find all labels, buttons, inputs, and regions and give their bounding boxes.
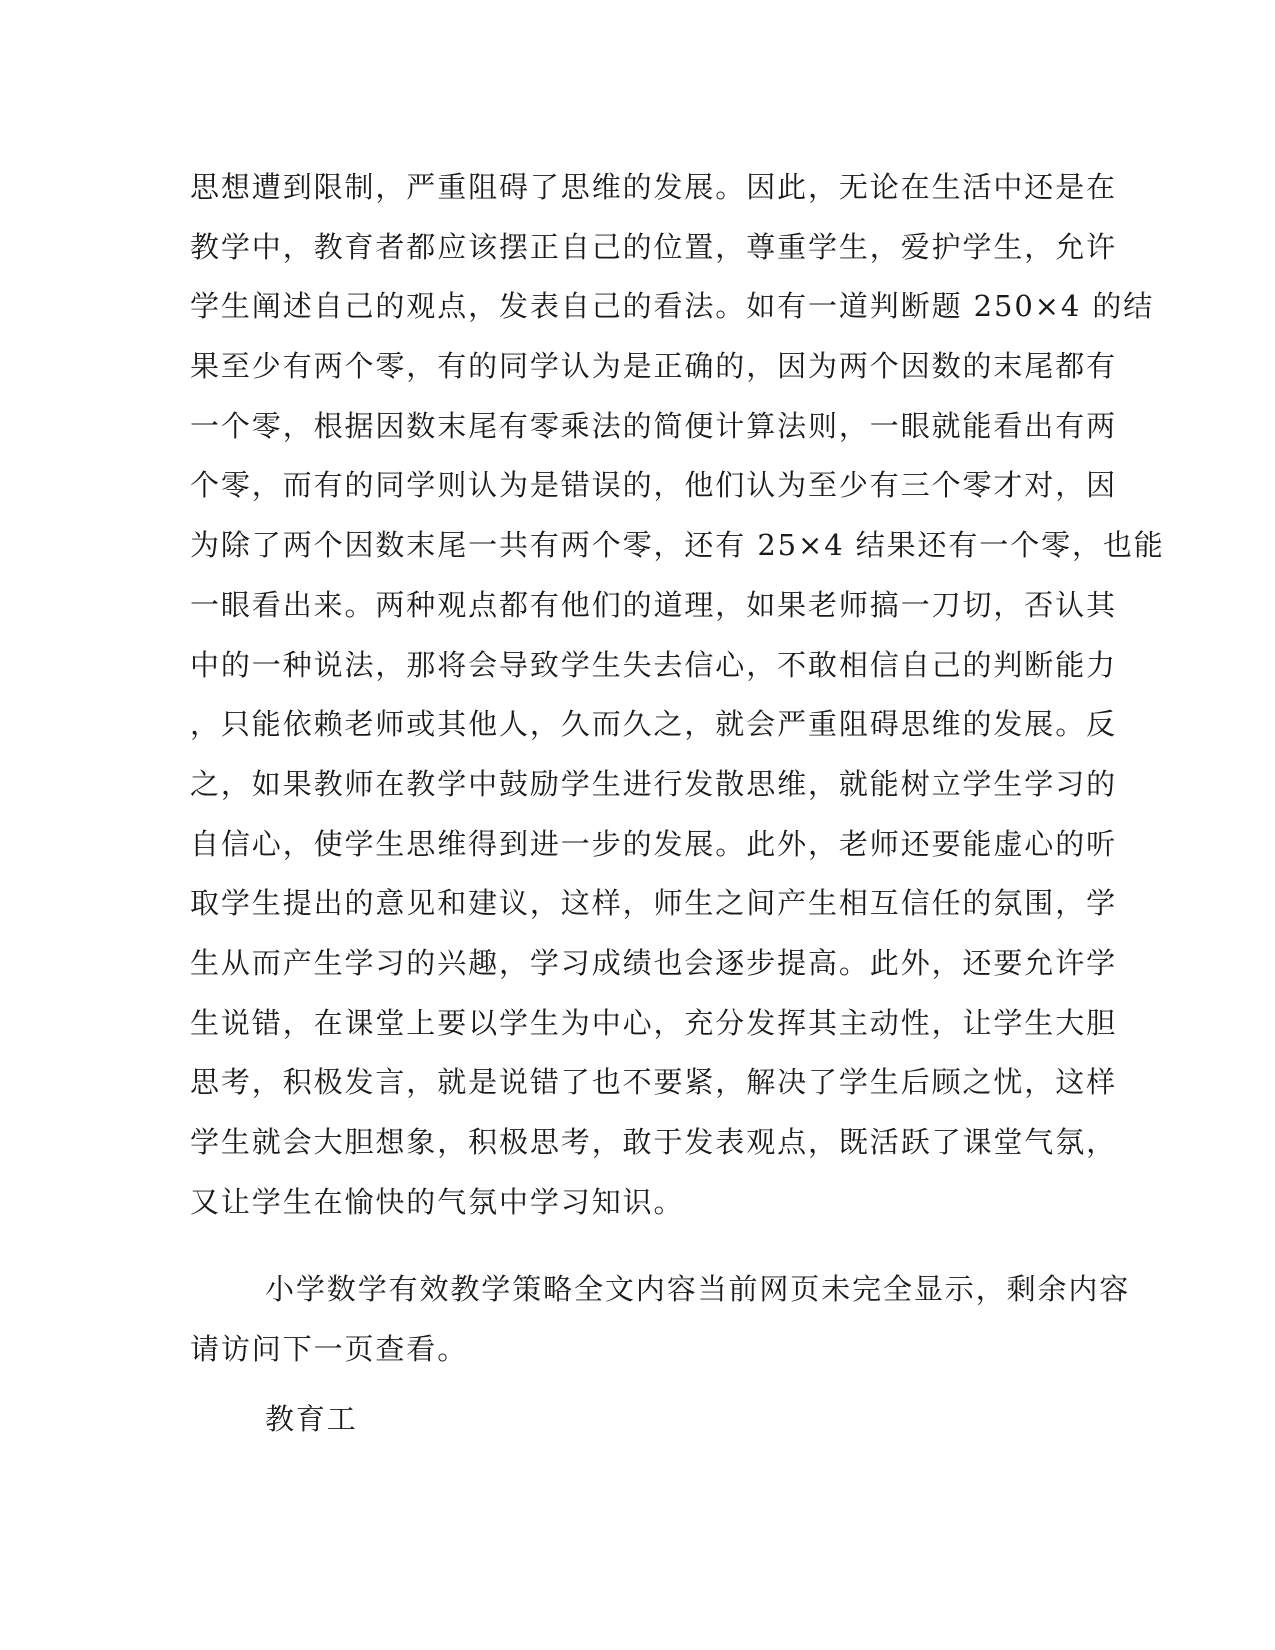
text-line: 自信心，使学生思维得到进一步的发展。此外，老师还要能虚心的听 — [190, 826, 1118, 861]
continuation-notice — [190, 1260, 1131, 1379]
text-line: 请访问下一页查看。 — [190, 1331, 469, 1366]
text-line: ，只能依赖老师或其他人，久而久之，就会严重阻碍思维的发展。反 — [190, 707, 1118, 742]
text-line: 教学中，教育者都应该摆正自己的位置，尊重学生，爱护学生，允许 — [190, 229, 1118, 264]
text-line: 小学数学有效教学策略全文内容当前网页未完全显示，剩余内容 — [265, 1272, 1131, 1306]
text-line: 之，如果教师在教学中鼓励学生进行发散思维，就能树立学生学习的 — [190, 766, 1118, 801]
text-line: 学生就会大胆想象，积极思考，敢于发表观点，既活跃了课堂气氛， — [190, 1125, 1118, 1159]
text-line: 一个零，根据因数末尾有零乘法的简便计算法则，一眼就能看出有两 — [190, 408, 1118, 443]
text-line: 思想遭到限制，严重阻碍了思维的发展。因此，无论在生活中还是在 — [190, 170, 1118, 204]
text-line: 取学生提出的意见和建议，这样，师生之间产生相互信任的氛围，学 — [190, 886, 1118, 921]
text-line: 学生阐述自己的观点，发表自己的看法。如有一道判断题 250×4 的结 — [190, 289, 1155, 324]
text-line: 为除了两个因数末尾一共有两个零，还有 25×4 结果还有一个零，也能 — [190, 528, 1165, 563]
body-paragraph — [190, 158, 1165, 1232]
text-line: 教育工 — [265, 1402, 358, 1436]
text-line: 思考，积极发言，就是说错了也不要紧，解决了学生后顾之忧，这样 — [190, 1065, 1118, 1100]
text-line: 生说错，在课堂上要以学生为中心，充分发挥其主动性，让学生大胆 — [190, 1005, 1118, 1040]
text-line: 又让学生在愉快的气氛中学习知识。 — [190, 1184, 685, 1219]
truncated-paragraph — [265, 1390, 865, 1450]
text-line: 中的一种说法，那将会导致学生失去信心，不敢相信自己的判断能力 — [190, 647, 1118, 682]
text-line: 果至少有两个零，有的同学认为是正确的，因为两个因数的末尾都有 — [190, 349, 1118, 384]
text-line: 一眼看出来。两种观点都有他们的道理，如果老师搞一刀切，否认其 — [190, 587, 1118, 622]
text-line: 个零，而有的同学则认为是错误的，他们认为至少有三个零才对，因 — [190, 468, 1118, 503]
text-line: 生从而产生学习的兴趣，学习成绩也会逐步提高。此外，还要允许学 — [190, 945, 1118, 980]
